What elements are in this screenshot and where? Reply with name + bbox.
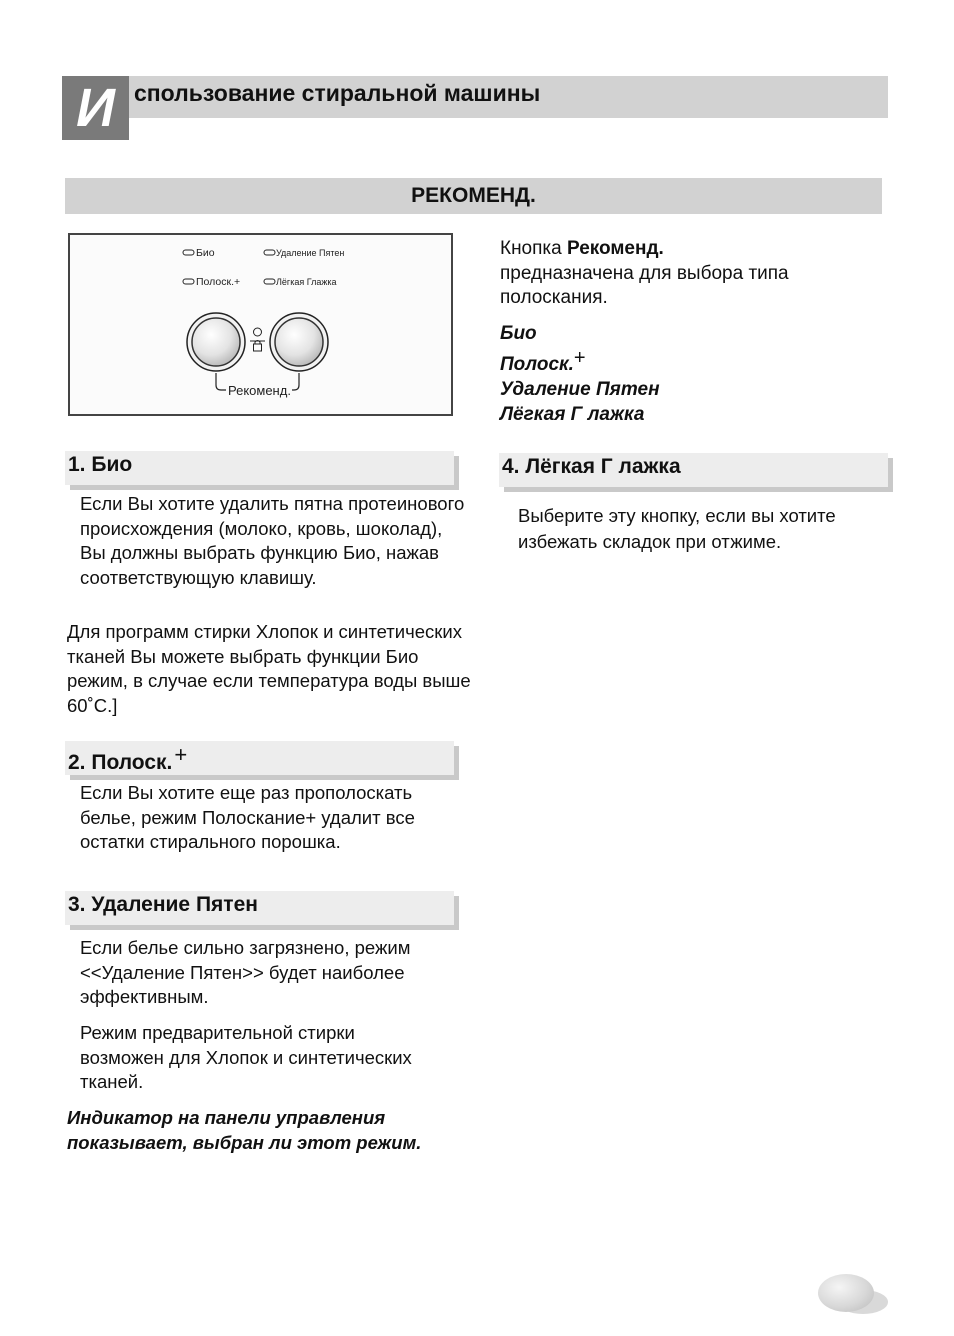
- right-knob: [270, 313, 328, 371]
- subhead-bio: [65, 451, 454, 485]
- control-panel-illustration: [68, 233, 453, 416]
- subhead-rinse: [65, 741, 454, 775]
- subhead-iron: [499, 453, 888, 487]
- option-bio: Био: [500, 323, 537, 344]
- subhead-stain-title: 3. Удаление Пятен: [68, 893, 258, 916]
- subhead-bio-title: 1. Био: [68, 453, 133, 476]
- page-title: спользование стиральной машины: [134, 80, 541, 106]
- stain-paragraph-2: Режим предварительной стирки возможен для Хлопок и синтетических тканей.: [80, 1022, 412, 1092]
- intro-rest: предназначена для выбора типа полоскания.: [500, 262, 789, 308]
- intro-text: [500, 237, 860, 311]
- bio-paragraph-1: Если Вы хотите удалить пятна протеинового происхождения (молоко, кровь, шоколад), Вы должны выбрать функцию Био, нажав соответствующую клавишу.: [80, 493, 465, 588]
- led-bio-label: Био: [196, 247, 215, 259]
- led-iron-label: Лёгкая Глажка: [276, 277, 337, 287]
- page-marker: [818, 1274, 874, 1312]
- options-list: [500, 321, 660, 427]
- option-rinse: Полоск.+: [500, 347, 586, 375]
- intro-button-name: Рекоменд.: [567, 238, 664, 259]
- led-rinse-indicator: [183, 279, 194, 284]
- section-title: РЕКОМЕНД.: [65, 178, 882, 214]
- led-rinse-label: Полоск.+: [196, 276, 241, 288]
- chapter-initial: И: [62, 76, 129, 140]
- panel-button-label: Рекоменд.: [228, 383, 291, 398]
- led-bio-indicator: [183, 250, 194, 255]
- child-lock-icon: [250, 328, 265, 351]
- plus-sign: +: [573, 347, 586, 369]
- bio-paragraph-2: Для программ стирки Хлопок и синтетических тканей Вы можете выбрать функции Био режим, в случае если температура воды выше 60˚C.]: [67, 621, 471, 716]
- iron-paragraph: Выберите эту кнопку, если вы хотите избежать складок при отжиме.: [518, 505, 836, 552]
- indicator-note: Индикатор на панели управления показывает, выбран ли этот режим.: [67, 1107, 422, 1153]
- subhead-iron-title: 4. Лёгкая Г лажка: [502, 455, 681, 478]
- led-iron-indicator: [264, 279, 275, 284]
- subhead-rinse-title: 2. Полоск.: [68, 751, 173, 774]
- led-stain-indicator: [264, 250, 275, 255]
- stain-paragraph-1: Если белье сильно загрязнено, режим <<Удаление Пятен>> будет наиболее эффективным.: [80, 937, 411, 1007]
- option-iron: Лёгкая Г лажка: [500, 404, 645, 425]
- subhead-stain: [65, 891, 454, 925]
- rinse-paragraph: Если Вы хотите еще раз прополоскать белье, режим Полоскание+ удалит все остатки стирального порошка.: [80, 782, 415, 852]
- led-stain-label: Удаление Пятен: [276, 248, 345, 258]
- left-knob: [187, 313, 245, 371]
- intro-prefix: Кнопка: [500, 238, 567, 259]
- option-stain: Удаление Пятен: [500, 379, 660, 400]
- plus-sign: +: [174, 742, 188, 767]
